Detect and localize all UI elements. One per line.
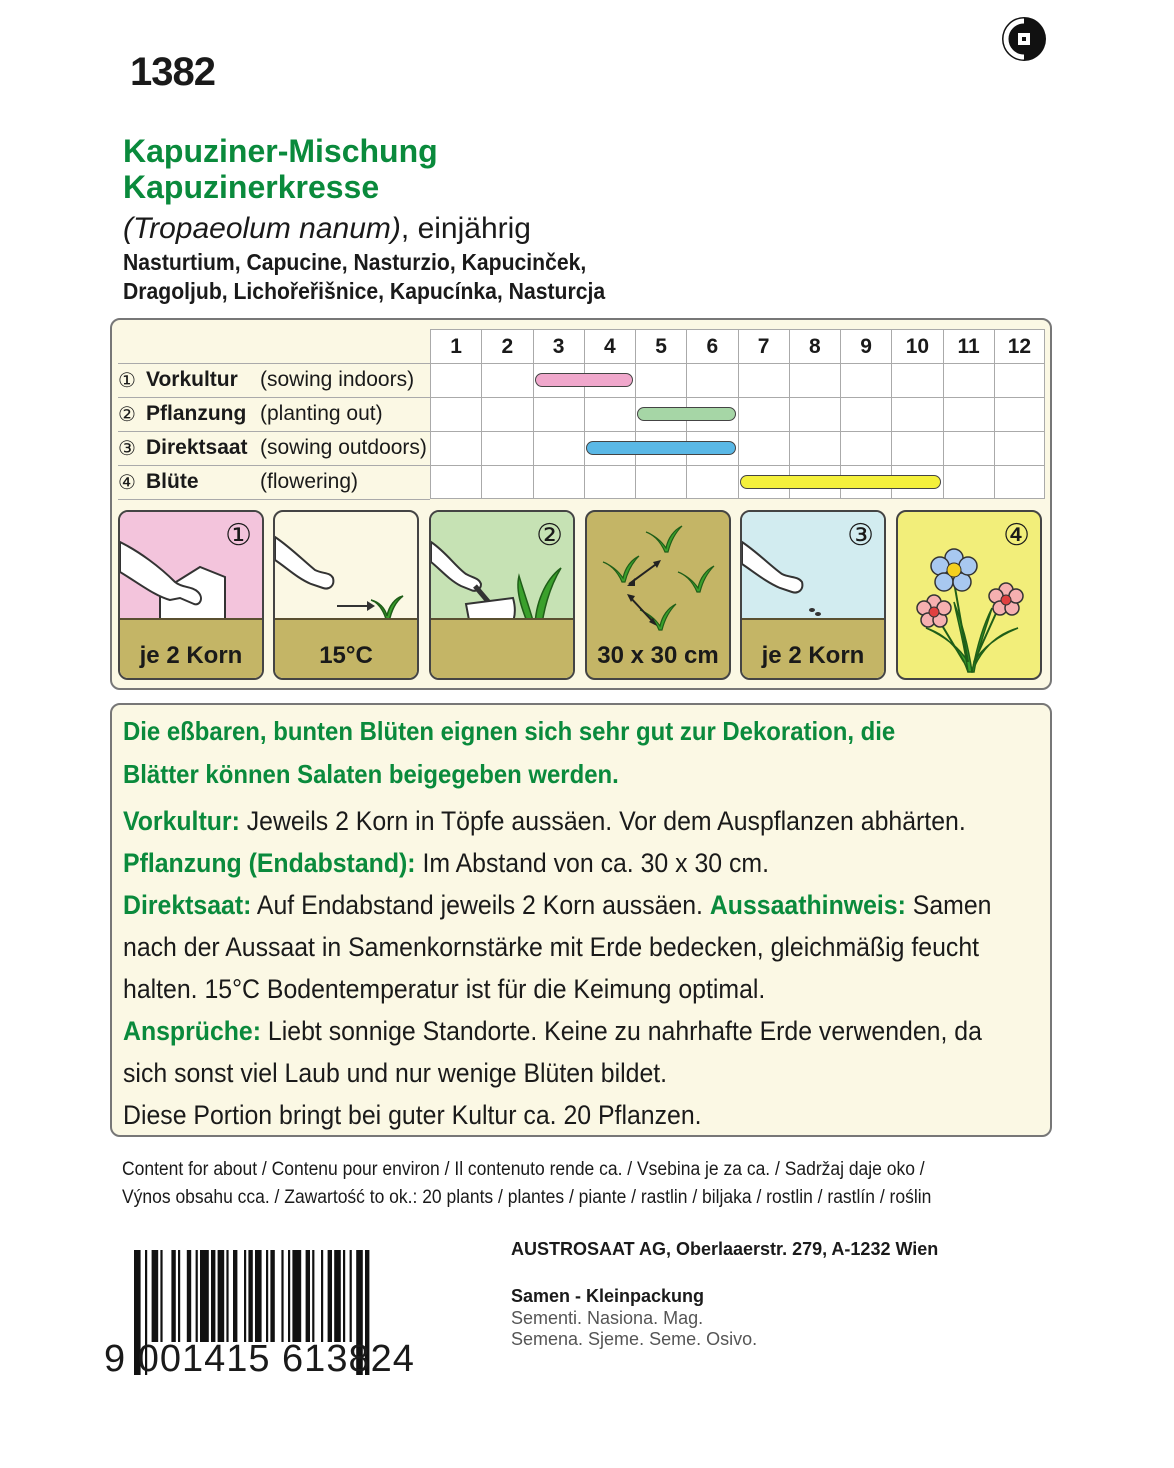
row-name-de: Direktsaat — [146, 436, 248, 459]
barcode-bar — [152, 1250, 159, 1342]
pflanzung-text: Im Abstand von ca. 30 x 30 cm. — [415, 848, 770, 878]
barcode-bar — [292, 1250, 301, 1342]
product-title — [123, 133, 438, 205]
content-line-2: Výnos obsahu cca. / Zawartość to ok.: 20 plants / plantes / piante / rastlin / biljaka / rostlin / rastlín / roślin — [122, 1187, 932, 1208]
row-name-de: Pflanzung — [146, 402, 247, 425]
calendar-divider — [118, 431, 430, 432]
portion-text: Diese Portion bringt bei guter Kultur ca. 20 Pflanzen. — [123, 1100, 702, 1130]
calendar-bar-3 — [586, 441, 736, 455]
barcode-bar — [171, 1250, 175, 1342]
pflanzung-label: Pflanzung (Endabstand): — [123, 848, 416, 878]
row-name-en: (planting out) — [260, 402, 383, 425]
soil — [431, 618, 573, 678]
calendar-divider — [118, 499, 430, 500]
ansprueche-text: Liebt sonnige Standorte. Keine zu nahrhafte Erde verwenden, da sich sonst viel Laub und nur wenige Blüten bildet. — [123, 1016, 982, 1088]
calendar-cell — [738, 431, 789, 465]
calendar-cell — [789, 397, 840, 431]
picto-number: ③ — [847, 519, 874, 552]
calendar-cell — [430, 465, 481, 499]
picto-label: 15°C — [319, 642, 373, 669]
barcode-bar — [233, 1250, 237, 1342]
picto-sowing-indoors — [118, 510, 264, 680]
calendar-cell — [481, 363, 532, 397]
barcode-bar — [281, 1250, 283, 1342]
calendar-cell — [481, 431, 532, 465]
calendar-cell — [686, 363, 737, 397]
names-line-2: Dragoljub, Lichořeřišnice, Kapucínka, Nasturcja — [123, 278, 606, 304]
picto-flowering — [896, 510, 1042, 680]
vorkultur-label: Vorkultur: — [123, 806, 240, 836]
barcode-bar — [350, 1250, 352, 1342]
month-11: 11 — [943, 329, 994, 363]
calendar-bar-2 — [637, 407, 736, 421]
row-name-en: (sowing indoors) — [260, 368, 415, 391]
barcode-bar — [211, 1250, 215, 1342]
growing-instructions — [123, 800, 1006, 1136]
barcode-bar — [248, 1250, 252, 1342]
month-1: 1 — [430, 329, 481, 363]
title-line-1: Kapuziner-Mischung — [123, 133, 438, 169]
barcode-bar — [288, 1250, 290, 1342]
calendar-bar-1 — [535, 373, 634, 387]
picto-spacing — [585, 510, 731, 680]
barcode-bar — [334, 1250, 341, 1342]
calendar-cell — [994, 465, 1045, 499]
picto-temperature — [273, 510, 419, 680]
row-name-en: (flowering) — [260, 470, 359, 493]
calendar-cell — [738, 363, 789, 397]
seed-packet-type: Samen - Kleinpackung — [511, 1286, 705, 1306]
direktsaat-label: Direktsaat: — [123, 890, 252, 920]
barcode-bar — [187, 1250, 191, 1342]
content-info — [122, 1156, 931, 1212]
calendar-header — [118, 329, 1045, 363]
calendar-cell — [584, 397, 635, 431]
calendar-cell — [891, 363, 942, 397]
row-number: ① — [118, 369, 136, 392]
calendar-cell — [635, 363, 686, 397]
calendar-cell — [994, 431, 1045, 465]
month-8: 8 — [789, 329, 840, 363]
barcode-bar — [200, 1250, 209, 1342]
latin-suffix: , einjährig — [400, 212, 531, 245]
names-line-1: Nasturtium, Capucine, Nasturzio, Kapucinček, — [123, 249, 587, 275]
calendar-cell — [943, 363, 994, 397]
calendar-cell — [584, 465, 635, 499]
calendar-cell — [635, 465, 686, 499]
picto-planting-out — [429, 510, 575, 680]
semena-line: Semena. Sjeme. Seme. Osivo. — [511, 1329, 758, 1349]
ansprueche-label: Ansprüche: — [123, 1016, 262, 1046]
row-number: ③ — [118, 437, 136, 460]
barcode-bar — [270, 1250, 274, 1342]
calendar-cell — [840, 397, 891, 431]
calendar-cell — [686, 465, 737, 499]
month-7: 7 — [738, 329, 789, 363]
month-12: 12 — [994, 329, 1045, 363]
calendar-cell — [789, 363, 840, 397]
barcode-bar — [196, 1250, 198, 1342]
calendar-cell — [891, 397, 942, 431]
barcode-bar — [178, 1250, 180, 1342]
calendar-divider — [118, 397, 430, 398]
barcode-bar — [343, 1250, 345, 1342]
barcode-bar — [312, 1250, 314, 1342]
calendar-cell — [994, 397, 1045, 431]
recycling-logo-icon — [1000, 15, 1048, 63]
product-code: 1382 — [130, 50, 215, 94]
latin-name — [123, 212, 531, 246]
calendar-cell — [789, 431, 840, 465]
row-number: ② — [118, 403, 136, 426]
picto-label: je 2 Korn — [761, 642, 865, 669]
calendar-row-label — [118, 363, 430, 397]
month-5: 5 — [635, 329, 686, 363]
month-10: 10 — [891, 329, 942, 363]
intro-text: Die eßbaren, bunten Blüten eignen sich sehr gut zur Dekoration, die Blätter können Salaten beigegeben werden. — [123, 716, 896, 789]
direktsaat-text: Auf Endabstand jeweils 2 Korn aussäen. — [251, 890, 710, 920]
calendar-divider — [118, 465, 430, 466]
hinweis-text: Samen nach der Aussaat in Samenkornstärke mit Erde bedecken, gleichmäßig feucht halten. 15°C Bodentemperatur ist für die Keimung optimal. — [123, 890, 992, 1004]
calendar-cell — [891, 431, 942, 465]
latin-name-italic: (Tropaeolum nanum) — [123, 212, 401, 245]
calendar-cell — [943, 465, 994, 499]
content-line-1: Content for about / Contenu pour environ / Il contenuto rende ca. / Vsebina je za ca. / Sadržaj daje oko / — [122, 1159, 925, 1180]
calendar-row-label — [118, 465, 430, 499]
calendar-cell — [943, 431, 994, 465]
barcode-bar — [321, 1250, 323, 1342]
calendar-cell — [430, 431, 481, 465]
picto-sowing-outdoors — [740, 510, 886, 680]
calendar-corner — [118, 329, 430, 363]
calendar-cell — [533, 465, 584, 499]
picto-label: 30 x 30 cm — [597, 642, 719, 669]
picto-number: ① — [225, 519, 252, 552]
calendar-cell — [840, 363, 891, 397]
barcode-bar — [306, 1250, 310, 1342]
barcode-bar — [255, 1250, 262, 1342]
calendar-cell — [994, 363, 1045, 397]
sementi-line: Sementi. Nasiona. Mag. — [511, 1308, 704, 1328]
month-4: 4 — [584, 329, 635, 363]
company-address: AUSTROSAAT AG, Oberlaaerstr. 279, A-1232 Wien — [511, 1239, 939, 1259]
picto-number: ② — [536, 519, 563, 552]
row-name-de: Blüte — [146, 470, 199, 493]
calendar-cell — [840, 431, 891, 465]
vorkultur-text: Jeweils 2 Korn in Töpfe aussäen. Vor dem Auspflanzen abhärten. — [239, 806, 966, 836]
barcode-bar — [328, 1250, 332, 1342]
seed-translations — [511, 1308, 757, 1350]
barcode-bar — [160, 1250, 162, 1342]
row-name-de: Vorkultur — [146, 368, 238, 391]
calendar-cell — [481, 397, 532, 431]
picto-label: je 2 Korn — [139, 642, 243, 669]
month-6: 6 — [686, 329, 737, 363]
barcode-bar — [266, 1250, 268, 1342]
calendar-row-2 — [118, 397, 1045, 431]
calendar-cell — [430, 363, 481, 397]
calendar-cell — [943, 397, 994, 431]
barcode-bar — [226, 1250, 228, 1342]
month-9: 9 — [840, 329, 891, 363]
calendar-divider — [118, 363, 430, 364]
calendar-bar-4 — [740, 475, 941, 489]
calendar-row-label — [118, 431, 430, 465]
month-2: 2 — [481, 329, 532, 363]
calendar-row-label — [118, 397, 430, 431]
calendar-cell — [738, 397, 789, 431]
title-line-2: Kapuzinerkresse — [123, 169, 380, 205]
barcode-bar — [244, 1250, 246, 1342]
row-number: ④ — [118, 471, 136, 494]
other-names — [123, 248, 605, 306]
barcode-number: 9 001415 613824 — [104, 1338, 415, 1380]
sowing-calendar — [118, 329, 1045, 500]
calendar-cell — [481, 465, 532, 499]
barcode-bar — [218, 1250, 225, 1342]
calendar-row-3 — [118, 431, 1045, 465]
calendar-cell — [430, 397, 481, 431]
month-3: 3 — [533, 329, 584, 363]
calendar-cell — [533, 431, 584, 465]
hinweis-label: Aussaathinweis: — [709, 890, 906, 920]
calendar-cell — [533, 397, 584, 431]
picto-number: ④ — [1003, 519, 1030, 552]
row-name-en: (sowing outdoors) — [260, 436, 427, 459]
